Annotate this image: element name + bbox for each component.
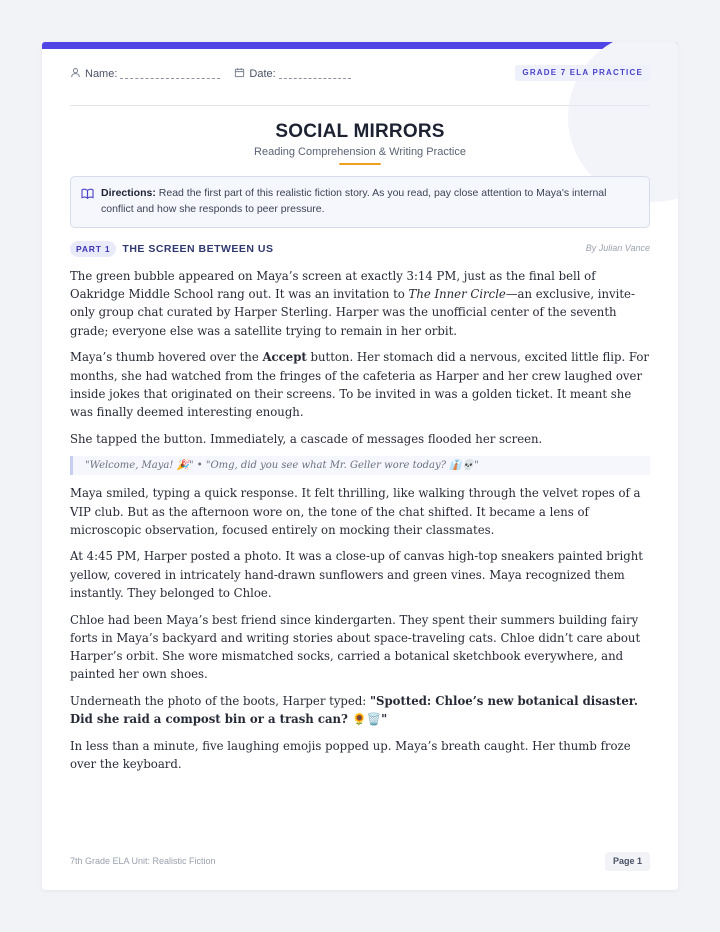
text-span: —an exclusive, invite-only group chat curated by Harper Sterling. Harper was the unofficial center of the seventh grade; everyone else was a satellite trying to remain in her orbit. bbox=[70, 287, 635, 338]
title-underline bbox=[339, 163, 381, 165]
paragraph: At 4:45 PM, Harper posted a photo. It was a close-up of canvas high-top sneakers painted bright yellow, covered in intricately hand-drawn sunflowers and green vines. Maya recognized them instantly. They belonged to Chloe. bbox=[70, 549, 643, 600]
grade-badge: GRADE 7 ELA PRACTICE bbox=[515, 65, 650, 81]
page-number: Page 1 bbox=[605, 852, 650, 871]
paragraph: In less than a minute, five laughing emojis popped up. Maya’s breath caught. Her thumb froze over the keyboard. bbox=[70, 738, 631, 771]
book-icon bbox=[81, 188, 94, 204]
accent-bar bbox=[42, 42, 678, 49]
part-header bbox=[70, 241, 650, 257]
text-span: The green bubble appeared on Maya’s screen at exactly 3:14 PM, just as the final bell of Oakridge Middle School rang out. It was an invitation to bbox=[70, 269, 596, 302]
user-icon bbox=[70, 67, 85, 81]
paragraph bbox=[70, 348, 650, 421]
date-blank[interactable] bbox=[279, 69, 351, 79]
directions-label: Directions: bbox=[101, 187, 156, 199]
accept-word: Accept bbox=[262, 350, 307, 365]
part-title: THE SCREEN BETWEEN US bbox=[122, 243, 274, 255]
text-span: button. Her stomach did a nervous, excited little flip. For months, she had watched from the fringes of the cafeteria as Harper and her crew laughed over inside jokes that originated on their screens. To be invited in was a golden ticket. It meant she was finally deemed interesting enough. bbox=[70, 350, 649, 419]
paragraph bbox=[70, 692, 650, 728]
story-text bbox=[70, 267, 650, 773]
paragraph bbox=[70, 267, 650, 340]
group-chat-name: The Inner Circle bbox=[408, 287, 506, 302]
text-span: Underneath the photo of the boots, Harper typed: bbox=[70, 693, 370, 708]
date-field[interactable] bbox=[234, 65, 350, 83]
name-label: Name: bbox=[85, 68, 118, 80]
footer-unit: 7th Grade ELA Unit: Realistic Fiction bbox=[70, 856, 216, 866]
worksheet-page bbox=[42, 42, 678, 890]
name-blank[interactable] bbox=[120, 69, 220, 79]
student-info-row bbox=[70, 65, 650, 106]
author-byline: By Julian Vance bbox=[585, 243, 650, 253]
chat-quote: "Welcome, Maya! 🎉" • "Omg, did you see what Mr. Geller wore today? 👔💀" bbox=[70, 456, 650, 475]
calendar-icon bbox=[234, 67, 249, 81]
directions-text: Read the first part of this realistic fiction story. As you read, pay close attention to Maya's internal conflict and how she responds to peer pressure. bbox=[101, 187, 607, 215]
worksheet-content bbox=[70, 49, 650, 782]
page-title: SOCIAL MIRRORS bbox=[275, 121, 445, 142]
directions-box bbox=[70, 176, 650, 228]
part-badge: PART 1 bbox=[70, 241, 116, 257]
paragraph: She tapped the button. Immediately, a cascade of messages flooded her screen. bbox=[70, 431, 543, 446]
paragraph: Maya smiled, typing a quick response. It felt thrilling, like walking through the velvet ropes of a VIP club. But as the afternoon wore on, the tone of the chat shifted. It became a lens of microscopic observation, focused entirely on mocking their classmates. bbox=[70, 486, 641, 537]
date-label: Date: bbox=[249, 68, 276, 80]
page-subtitle: Reading Comprehension & Writing Practice bbox=[254, 146, 466, 158]
name-field[interactable] bbox=[70, 65, 220, 83]
text-span: Maya’s thumb hovered over the bbox=[70, 350, 263, 365]
paragraph: Chloe had been Maya’s best friend since kindergarten. They spent their summers building fairy forts in Maya’s backyard and writing stories about space-traveling cats. Chloe didn’t care about Harper’s orbit. She wore mismatched socks, carried a botanical sketchbook everywhere, and painted her own shoes. bbox=[70, 612, 641, 682]
harper-message: "Spotted: Chloe’s new botanical disaster. Did she raid a compost bin or a trash can? 🌻🗑️" bbox=[70, 693, 638, 727]
